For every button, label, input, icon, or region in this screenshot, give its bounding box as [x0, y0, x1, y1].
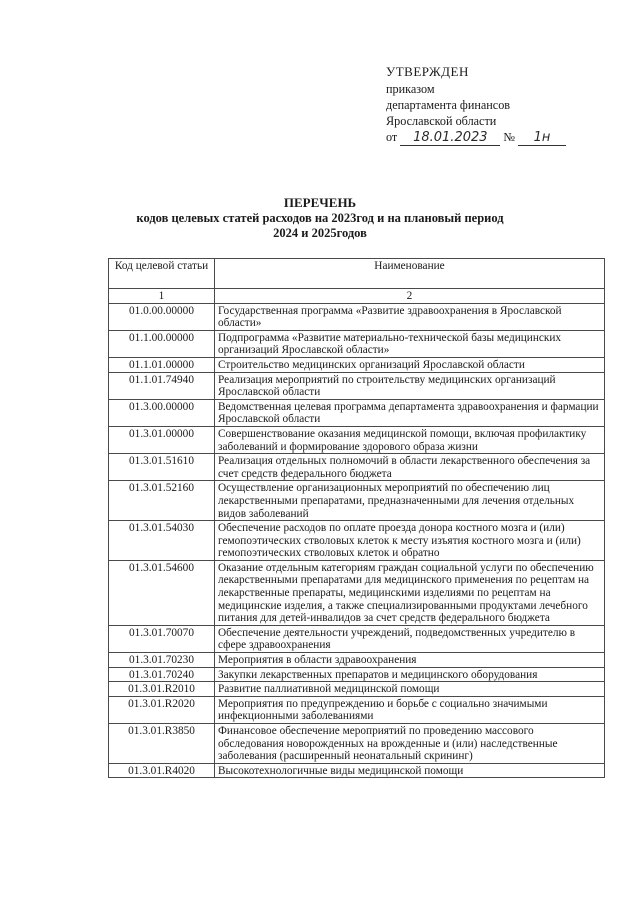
row-code: 01.1.01.74940 — [109, 372, 215, 399]
approval-heading: УТВЕРЖДЕН — [386, 64, 469, 79]
row-name: Мероприятия по предупреждению и борьбе с социально значимыми инфекционными заболеваниями — [215, 696, 605, 723]
approval-line-department: департамента финансов — [386, 98, 511, 112]
document-title — [100, 195, 540, 241]
row-name: Закупки лекарственных препаратов и медицинского оборудования — [215, 667, 605, 682]
column-number-row — [109, 289, 605, 304]
table-row — [109, 724, 605, 764]
row-name: Оказание отдельным категориям граждан социальной услуги по обеспечению лекарственными препаратами для медицинского применения по рецептам на лекарственные препараты, медицинскими изделиями по рецептам на медицинские изделия, а также специализированными продуктами лечебного питания для детей-инвалидов за счет средств федерального бюджета — [215, 560, 605, 625]
table-row — [109, 357, 605, 372]
row-name: Мероприятия в области здравоохранения — [215, 653, 605, 668]
row-code: 01.1.01.00000 — [109, 357, 215, 372]
table-row — [109, 696, 605, 723]
number-sign: № — [503, 130, 515, 144]
row-code: 01.3.01.R2010 — [109, 682, 215, 697]
row-name: Финансовое обеспечение мероприятий по проведению массового обследования новорожденных на врожденные и (или) наследственные заболевания (расширенный неонатальный скрининг) — [215, 724, 605, 764]
table-row — [109, 303, 605, 330]
approval-line-region: Ярославской области — [386, 114, 497, 128]
title-line-1: кодов целевых статей расходов на 2023год и на плановый период — [136, 211, 504, 225]
codes-table — [108, 258, 605, 778]
table-row — [109, 653, 605, 668]
row-name: Совершенствование оказания медицинской помощи, включая профилактику заболеваний и формирование здорового образа жизни — [215, 426, 605, 453]
table-row — [109, 682, 605, 697]
row-name: Реализация отдельных полномочий в области лекарственного обеспечения за счет средств федерального бюджета — [215, 454, 605, 481]
table-row — [109, 481, 605, 521]
table-row — [109, 426, 605, 453]
table-row — [109, 667, 605, 682]
row-code: 01.3.01.54600 — [109, 560, 215, 625]
row-code: 01.3.01.51610 — [109, 454, 215, 481]
row-code: 01.3.00.00000 — [109, 399, 215, 426]
header-code: Код целевой статьи — [109, 259, 215, 289]
row-code: 01.0.00.00000 — [109, 303, 215, 330]
row-name: Высокотехнологичные виды медицинской помощи — [215, 763, 605, 778]
handwritten-number: 1н — [518, 130, 566, 146]
table-row — [109, 399, 605, 426]
row-name: Осуществление организационных мероприятий по обеспечению лиц лекарственными препаратами, предназначенными для лечения отдельных видов заболеваний — [215, 481, 605, 521]
title-heading: ПЕРЕЧЕНЬ — [283, 195, 357, 210]
row-code: 01.3.01.70230 — [109, 653, 215, 668]
row-name: Обеспечение расходов по оплате проезда донора костного мозга и (или) гемопоэтических стволовых клеток к месту изъятия костного мозга и (или) гемопоэтических стволовых клеток и обратно — [215, 521, 605, 561]
row-name: Развитие паллиативной медицинской помощи — [215, 682, 605, 697]
row-code: 01.3.01.70240 — [109, 667, 215, 682]
row-code: 01.3.01.R4020 — [109, 763, 215, 778]
row-code: 01.3.01.R2020 — [109, 696, 215, 723]
column-number-1: 1 — [109, 289, 215, 304]
row-code: 01.1.00.00000 — [109, 330, 215, 357]
title-line-2: 2024 и 2025годов — [273, 226, 367, 240]
column-number-2: 2 — [215, 289, 605, 304]
approval-date-line — [386, 129, 626, 146]
table-row — [109, 330, 605, 357]
row-code: 01.3.01.54030 — [109, 521, 215, 561]
table-row — [109, 521, 605, 561]
approval-line-order: приказом — [386, 82, 435, 96]
table-row — [109, 560, 605, 625]
row-name: Подпрограмма «Развитие материально-технической базы медицинских организаций Ярославской области» — [215, 330, 605, 357]
row-name: Ведомственная целевая программа департамента здравоохранения и фармации Ярославской области — [215, 399, 605, 426]
row-name: Государственная программа «Развитие здравоохранения в Ярославской области» — [215, 303, 605, 330]
table-row — [109, 763, 605, 778]
from-prefix: от — [386, 130, 398, 144]
row-name: Реализация мероприятий по строительству медицинских организаций Ярославской области — [215, 372, 605, 399]
row-code: 01.3.01.00000 — [109, 426, 215, 453]
handwritten-date: 18.01.2023 — [400, 130, 500, 146]
table-row — [109, 625, 605, 652]
row-name: Строительство медицинских организаций Ярославской области — [215, 357, 605, 372]
table-row — [109, 454, 605, 481]
table-header-row — [109, 259, 605, 289]
header-name: Наименование — [215, 259, 605, 289]
row-name: Обеспечение деятельности учреждений, подведомственных учредителю в сфере здравоохранения — [215, 625, 605, 652]
row-code: 01.3.01.R3850 — [109, 724, 215, 764]
table-body — [109, 303, 605, 778]
table-row — [109, 372, 605, 399]
row-code: 01.3.01.52160 — [109, 481, 215, 521]
row-code: 01.3.01.70070 — [109, 625, 215, 652]
approval-block — [386, 64, 626, 146]
